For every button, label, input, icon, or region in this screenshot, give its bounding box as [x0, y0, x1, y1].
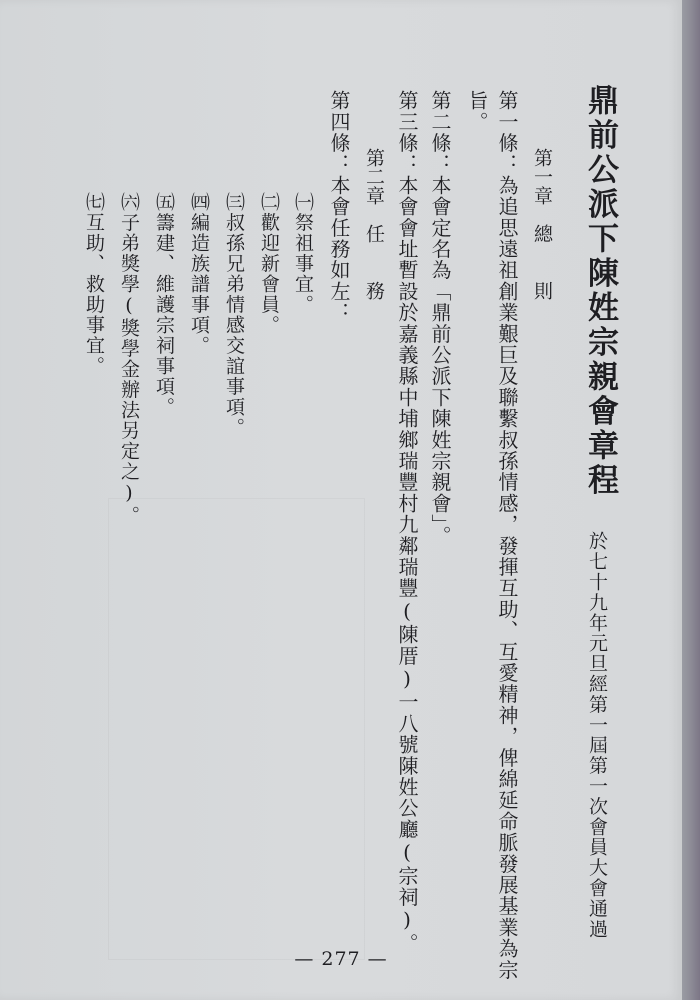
- bleed-through-table: [108, 498, 365, 960]
- duty-item-5: ㈤籌建、維護宗祠事項。: [153, 192, 175, 418]
- chapter-2-heading: 第二章 任 務: [363, 148, 385, 300]
- duty-item-2: ㈡歡迎新會員。: [258, 192, 280, 336]
- adoption-note: 於七十九年元旦經第一屆第一次會員大會通過: [586, 531, 608, 939]
- duty-item-7: ㈦互助、救助事宜。: [83, 192, 105, 377]
- document-title: 鼎前公派下陳姓宗親會章程: [582, 84, 618, 498]
- article-4: 第四條：本會任務如左：: [327, 90, 351, 324]
- page-number: — 277 —: [294, 948, 388, 970]
- duty-item-4: ㈣編造族譜事項。: [188, 192, 210, 356]
- article-1: 第一條：為追思遠祖創業艱巨及聯繫叔孫情感，發揮互助、互愛精神，俾綿延命脈發展基業為宗: [495, 90, 519, 981]
- chapter-1-heading: 第一章 總 則: [531, 148, 553, 300]
- article-1-continued: 旨。: [465, 90, 489, 133]
- duty-item-3: ㈢叔孫兄弟情感交誼事項。: [223, 192, 245, 438]
- article-2: 第二條：本會定名為「鼎前公派下陳姓宗親會」。: [428, 90, 452, 547]
- article-3: 第三條：本會會址暫設於嘉義縣中埔鄉瑞豐村九鄰瑞豐(陳厝)一八號陳姓公廳(宗祠)。: [395, 90, 419, 954]
- binding-edge: [682, 0, 700, 1000]
- duty-item-1: ㈠祭祖事宜。: [292, 192, 314, 315]
- duty-item-6: ㈥子弟獎學(獎學金辦法另定之)。: [118, 192, 140, 526]
